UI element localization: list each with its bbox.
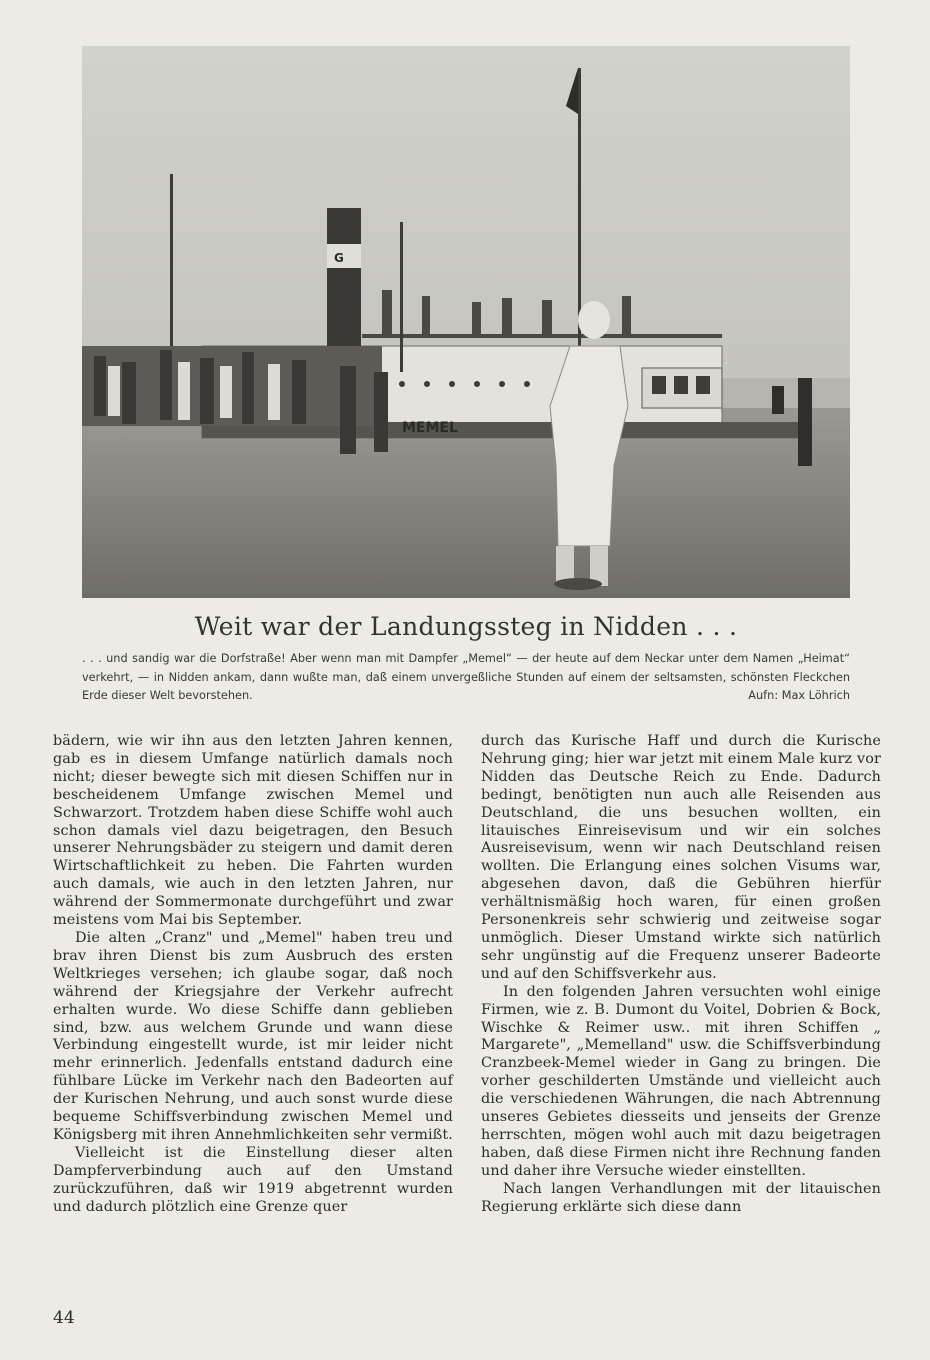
page-number: 44 [53, 1308, 75, 1328]
paragraph: Nach langen Verhandlungen mit der litauischen Regierung erklärte sich diese dann [481, 1180, 881, 1215]
paragraph: Die alten „Cranz" und „Memel" haben treu und brav ihren Dienst bis zum Ausbruch des ersten Weltkrieges versehen; ich glaube sogar, daß noch während der Kriegsjahre der Verkehr aufrecht erhalten wurde. Wo diese Schiffe dann geblieben sind, bzw. aus welchem Grunde und wann diese Verbindung eingestellt wurde, ist mir leider nicht mehr erinnerlich. Jedenfalls entstand dadurch eine fühlbare Lücke im Verkehr nach den Badeorten auf der Kurischen Nehrung, und auch sonst wurde diese bequeme Schiffsverbindung zwischen Memel und Königsberg mit ihren Annehmlichkeiten sehr vermißt. [53, 929, 453, 1143]
left-column [53, 733, 453, 1216]
paragraph: Vielleicht ist die Einstellung dieser alten Dampferverbindung auch auf den Umstand zurückzuführen, daß wir 1919 abgetrennt wurden und dadurch plötzlich eine Grenze quer [53, 1144, 453, 1215]
photo-illustration [82, 46, 850, 598]
paragraph: In den folgenden Jahren versuchten wohl einige Firmen, wie z. B. Dumont du Voitel, Dobrien & Bock, Wischke & Reimer usw.. mit ihren Schiffen „ Margarete", „Memelland" usw. die Schiffsverbindung Cranzbeek-Memel wieder in Gang zu bringen. Die vorher geschilderten Umstände und vielleicht auch die verschiedenen Währungen, die nach Abtrennung unseres Gebietes diesseits und jenseits der Grenze herrschten, mögen wohl auch mit dazu beigetragen haben, daß diese Firmen nicht ihre Rechnung fanden und daher ihre Versuche wieder einstellten. [481, 983, 881, 1179]
paragraph: bädern, wie wir ihn aus den letzten Jahren kennen, gab es in diesem Umfange natürlich damals noch nicht; dieser bewegte sich mit diesen Schiffen nur in bescheidenem Umfange zwischen Memel und Schwarzort. Trotzdem haben diese Schiffe wohl auch schon damals viel dazu beigetragen, den Besuch unserer Nehrungsbäder zu steigern und damit deren Wirtschaftlichkeit zu heben. Die Fahrten wurden auch damals, wie auch in den letzten Jahren, nur während der Sommermonate durchgeführt und zwar meistens vom Mai bis September. [53, 733, 453, 929]
caption-body: . . . und sandig war die Dorfstraße! Aber wenn man mit Dampfer „Memel“ — der heute auf dem Neckar unter dem Namen „Heimat“ verkehrt, — in Nidden ankam, dann wußte man, daß einem unvergeßliche Stunden auf einem der seltsamsten, schönsten Fleckchen Erde dieser Welt bevorstehen. [82, 652, 850, 702]
paragraph: durch das Kurische Haff und durch die Kurische Nehrung ging; hier war jetzt mit einem Male kurz vor Nidden das Deutsche Reich zu Ende. Dadurch bedingt, benötigten nun auch alle Reisenden aus Deutschland, die uns besuchen wollten, ein litauisches Einreisevisum und wir ein solches Ausreisevisum, wenn wir nach Deutschland reisen wollten. Die Erlangung eines solchen Visums war, abgesehen davon, daß die Gebühren hierfür verhältnismäßig hoch waren, für einen großen Personenkreis sehr schwierig und zeitweise sogar unmöglich. Dieser Umstand wirkte sich natürlich sehr ungünstig auf die Frequenz unserer Badeorte und auf den Schiffsverkehr aus. [481, 733, 881, 982]
photo-landing-stage-nidden [82, 46, 850, 598]
svg-text:G: G [334, 251, 344, 265]
caption-text [82, 650, 850, 706]
right-column [481, 733, 881, 1216]
caption-title: Weit war der Landungssteg in Nidden . . . [194, 612, 738, 641]
photo-credit: Aufn: Max Löhrich [748, 689, 850, 702]
hull-lettering: MEMEL [402, 420, 458, 436]
